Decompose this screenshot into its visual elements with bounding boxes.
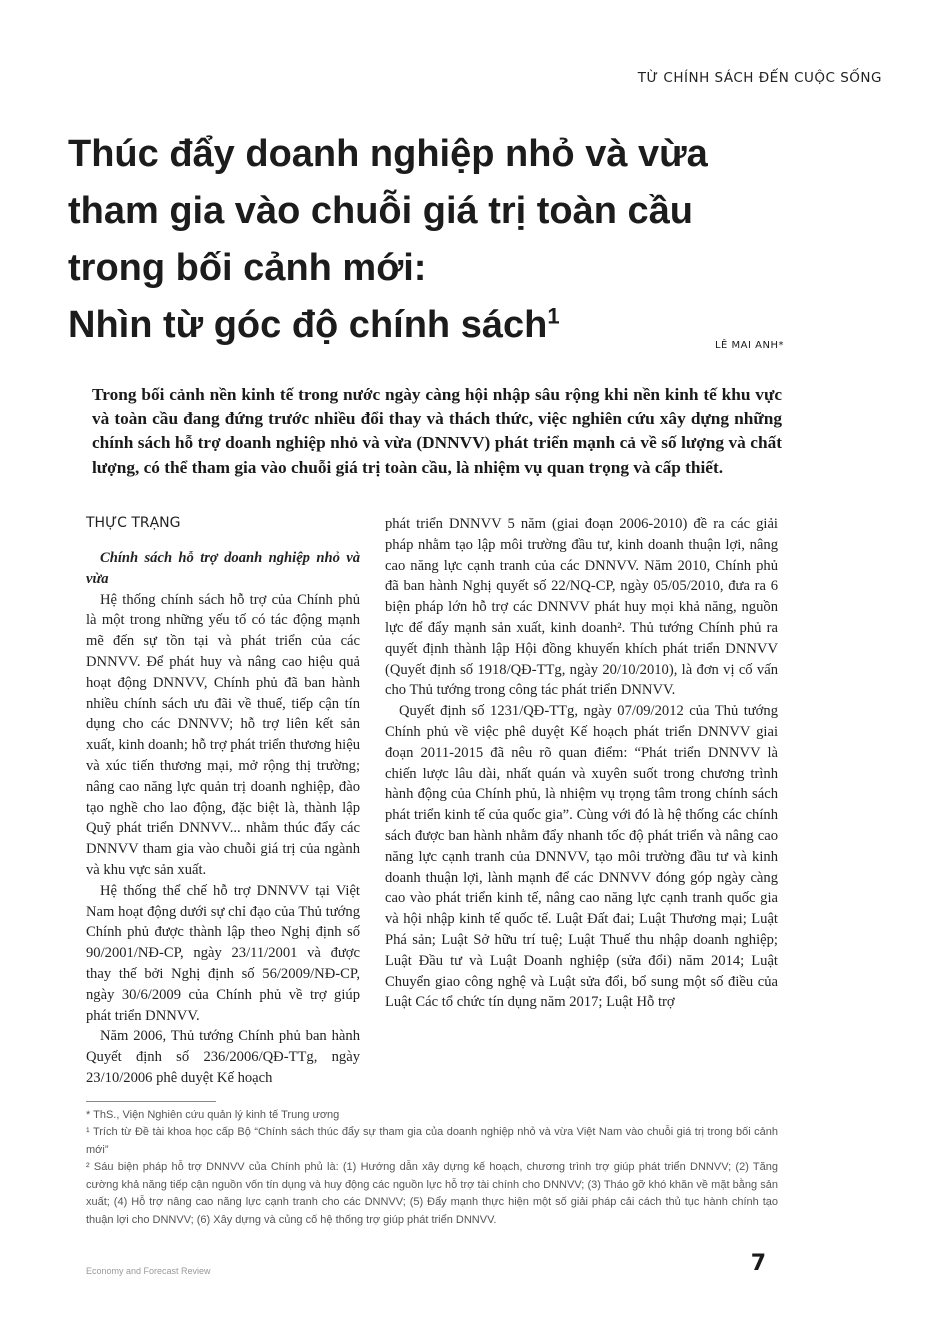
paragraph: Quyết định số 1231/QĐ-TTg, ngày 07/09/2012 của Thủ tướng Chính phủ về việc phê duyệt Kế hoạch phát triển DNNVV giai đoạn 2011-2015 đã nêu rõ quan điểm: “Phát triển DNNVV là chiến lược lâu dài, nhất quán và xuyên suốt trong chương trình hành động của Chính phủ, là nhiệm vụ trọng tâm trong chính sách phát triển kinh tế của quốc gia”. Cùng với đó là hệ thống các chính sách được ban hành nhằm đẩy nhanh tốc độ phát triển và nâng cao năng lực cạnh tranh của DNNVV, tạo môi trường đầu tư và kinh doanh thuận lợi, lành mạnh để các DNNVV đóng góp ngày càng cao vào phát triển kinh tế, nâng cao năng lực cạnh tranh quốc gia và hội nhập kinh tế quốc tế. Luật Đất đai; Luật Thương mại; Luật Phá sản; Luật Sở hữu trí tuệ; Luật Thuế thu nhập doanh nghiệp; Luật Đầu tư và Luật Doanh nghiệp (sửa đổi) năm 2014; Luật Chuyển giao công nghệ và Luật sửa đổi, bổ sung một số điều của Luật Các tổ chức tín dụng năm 2017; Luật Hỗ trợ [385,703,778,1011]
footnote: * ThS., Viện Nghiên cứu quản lý kinh tế Trung ương [86,1108,340,1121]
page-number: 7 [750,1251,766,1277]
subheading: Chính sách hỗ trợ doanh nghiệp nhỏ và vừa [86,550,360,587]
title-line-text: Nhìn từ góc độ chính sách [68,304,548,346]
running-header: TỪ CHÍNH SÁCH ĐẾN CUỘC SỐNG [637,70,882,86]
paragraph: Hệ thống thể chế hỗ trợ DNNVV tại Việt Nam hoạt động dưới sự chỉ đạo của Thủ tướng Chính phủ được thành lập theo Nghị định số 90/2001/NĐ-CP, ngày 23/11/2001 và được thay thế bởi Nghị định số 56/2009/NĐ-CP, ngày 30/6/2009 của Chính phủ về trợ giúp phát triển DNNVV. [86,882,360,1024]
columns [86,514,778,1089]
journal-name: Economy and Forecast Review [86,1266,211,1277]
left-column [86,514,360,1089]
footnotes [86,1107,778,1230]
abstract: Trong bối cảnh nền kinh tế trong nước ngày càng hội nhập sâu rộng khi nền kinh tế khu vực và toàn cầu đang đứng trước nhiều đổi thay và thách thức, việc nghiên cứu xây dựng những chính sách hỗ trợ doanh nghiệp nhỏ và vừa (DNNVV) phát triển mạnh cả về số lượng và chất lượng, có thể tham gia vào chuỗi giá trị toàn cầu, là nhiệm vụ quan trọng và cấp thiết. [92,385,782,477]
title-line: tham gia vào chuỗi giá trị toàn cầu [68,190,693,232]
article-body [86,514,778,1291]
title-footnote-mark: 1 [547,303,560,329]
footnote: ² Sáu biện pháp hỗ trợ DNNVV của Chính phủ là: (1) Hướng dẫn xây dựng kế hoạch, chương trình trợ giúp phát triển DNNVV; (2) Tăng cường khả năng tiếp cận nguồn vốn tín dụng và huy động các nguồn lực hỗ trợ tài chính cho DNNVV; (3) Tháo gỡ khó khăn về mặt bằng sản xuất; (4) Hỗ trợ nâng cao năng lực cạnh tranh cho các DNNVV; (5) Đẩy mạnh thực hiện một số giải pháp cải cách thủ tục hành chính tạo thuận lợi cho DNNVV; (6) Xây dựng và củng cố hệ thống trợ giúp phát triển DNNVV. [86,1161,778,1226]
page-footer [86,1251,778,1291]
title-line: Thúc đẩy doanh nghiệp nhỏ và vừa [68,133,708,175]
paragraph: Năm 2006, Thủ tướng Chính phủ ban hành Quyết định số 236/2006/QĐ-TTg, ngày 23/10/2006 phê duyệt Kế hoạch [86,1028,360,1086]
right-column [385,514,778,1013]
author-name: LÊ MAI ANH* [714,340,784,351]
paragraph: Hệ thống chính sách hỗ trợ của Chính phủ là một trong những yếu tố có tác động mạnh mẽ đến sự tồn tại và phát triển của các DNNVV. Để phát huy và nâng cao hiệu quả hoạt động DNNVV, Chính phủ đã ban hành nhiều chính sách ưu đãi về thuế, tiếp cận tín dụng cho các DNNVV; hỗ trợ liên kết sản xuất, kinh doanh; hỗ trợ phát triển thương hiệu và xúc tiến thương mại, mở rộng thị trường; nâng cao năng lực quản trị doanh nghiệp, đào tạo nghề cho lao động, đặc biệt là, thành lập Quỹ phát triển DNNVV... nhằm thúc đẩy các DNNVV tham gia vào chuỗi giá trị của ngành và khu vực sản xuất. [86,591,360,878]
section-heading: THỰC TRẠNG [86,515,181,531]
footnote: ¹ Trích từ Đề tài khoa học cấp Bộ “Chính sách thúc đẩy sự tham gia của doanh nghiệp nhỏ và vừa Việt Nam vào chuỗi giá trị trong bối cảnh mới” [86,1126,778,1156]
paragraph: phát triển DNNVV 5 năm (giai đoạn 2006-2010) đề ra các giải pháp nhằm tạo lập môi trường đầu tư, kinh doanh thuận lợi, nâng cao năng lực cạnh tranh của các DNNVV. Năm 2010, Chính phủ đã ban hành Nghị quyết số 22/NQ-CP, ngày 05/05/2010, đưa ra 6 biện pháp lớn hỗ trợ các DNNVV phát huy mọi khả năng, nguồn lực để đẩy mạnh sản xuất, kinh doanh². Thủ tướng Chính phủ ra quyết định thành lập Hội đồng khuyến khích phát triển DNNVV (Quyết định số 1918/QĐ-TTg, ngày 20/10/2010), là đơn vị cố vấn cho Thủ tướng trong công tác phát triển DNNVV. [385,516,778,699]
title-line: trong bối cảnh mới: [68,247,427,289]
article-title [68,126,888,354]
footnote-divider [86,1101,216,1102]
